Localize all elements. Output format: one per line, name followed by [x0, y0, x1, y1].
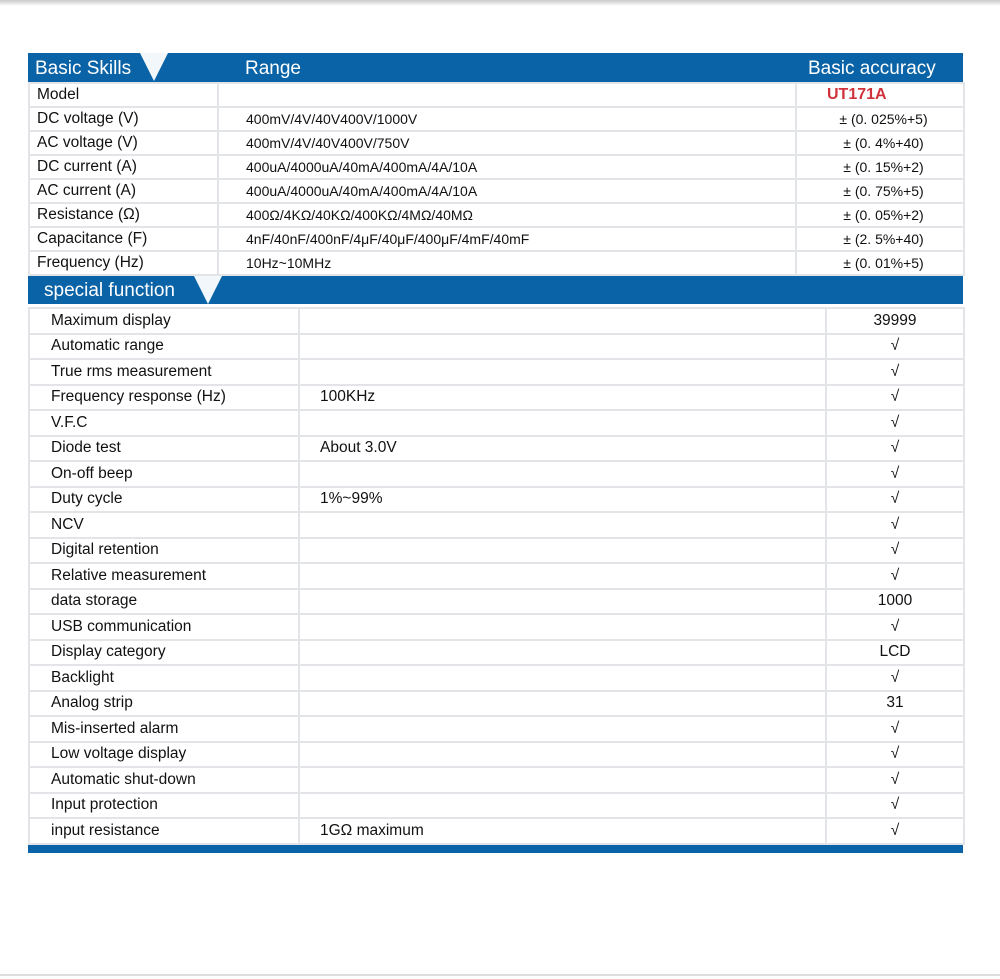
feature-value: √ [826, 665, 964, 691]
feature-value: √ [826, 614, 964, 640]
feature-value: √ [826, 742, 964, 768]
feature-name: USB communication [29, 614, 299, 640]
feature-name: Diode test [29, 436, 299, 462]
range-value: 400uA/4000uA/40mA/400mA/4A/10A [218, 179, 796, 203]
feature-name: input resistance [29, 818, 299, 844]
feature-name: Display category [29, 640, 299, 666]
feature-name: Automatic shut-down [29, 767, 299, 793]
feature-value: √ [826, 461, 964, 487]
feature-detail [299, 589, 826, 615]
spec-table [28, 53, 963, 853]
feature-value: √ [826, 716, 964, 742]
feature-detail [299, 359, 826, 385]
accuracy-value: ± (0. 75%+5) [796, 179, 964, 203]
function-name: DC current (A) [29, 155, 218, 179]
feature-value: √ [826, 487, 964, 513]
feature-detail [299, 691, 826, 717]
feature-value: √ [826, 334, 964, 360]
feature-value: 1000 [826, 589, 964, 615]
header-range: Range [245, 58, 301, 79]
special-row [29, 487, 964, 513]
special-header [28, 276, 963, 304]
feature-detail [299, 410, 826, 436]
feature-detail [299, 665, 826, 691]
feature-name: Relative measurement [29, 563, 299, 589]
header-basic-skills: Basic Skills [35, 58, 132, 79]
feature-value: √ [826, 767, 964, 793]
special-row [29, 691, 964, 717]
special-row [29, 793, 964, 819]
basic-row [29, 155, 964, 179]
special-row [29, 334, 964, 360]
header-notch [194, 276, 222, 304]
feature-detail [299, 334, 826, 360]
special-row [29, 512, 964, 538]
basic-table [28, 82, 965, 276]
special-table [28, 307, 965, 845]
special-row [29, 538, 964, 564]
range-value: 10Hz~10MHz [218, 251, 796, 275]
feature-value: 39999 [826, 308, 964, 334]
feature-value: √ [826, 563, 964, 589]
basic-row [29, 203, 964, 227]
bottom-divider [0, 974, 1000, 976]
special-row [29, 742, 964, 768]
feature-value: √ [826, 538, 964, 564]
feature-name: data storage [29, 589, 299, 615]
function-name: DC voltage (V) [29, 107, 218, 131]
feature-name: Maximum display [29, 308, 299, 334]
feature-detail: 100KHz [299, 385, 826, 411]
special-row [29, 614, 964, 640]
feature-detail [299, 563, 826, 589]
feature-detail [299, 461, 826, 487]
accuracy-value: ± (0. 01%+5) [796, 251, 964, 275]
special-row [29, 461, 964, 487]
feature-value: √ [826, 818, 964, 844]
feature-value: √ [826, 359, 964, 385]
feature-name: Automatic range [29, 334, 299, 360]
basic-row [29, 131, 964, 155]
feature-detail: 1%~99% [299, 487, 826, 513]
feature-detail: About 3.0V [299, 436, 826, 462]
range-value: 400Ω/4KΩ/40KΩ/400KΩ/4MΩ/40MΩ [218, 203, 796, 227]
feature-name: Input protection [29, 793, 299, 819]
special-row [29, 563, 964, 589]
feature-name: Low voltage display [29, 742, 299, 768]
feature-name: Analog strip [29, 691, 299, 717]
feature-name: Duty cycle [29, 487, 299, 513]
special-row [29, 589, 964, 615]
feature-name: True rms measurement [29, 359, 299, 385]
basic-row [29, 251, 964, 275]
special-row [29, 716, 964, 742]
header-notch [140, 53, 168, 81]
feature-detail [299, 640, 826, 666]
feature-detail [299, 716, 826, 742]
special-row [29, 767, 964, 793]
special-row [29, 818, 964, 844]
feature-detail [299, 614, 826, 640]
special-row [29, 410, 964, 436]
feature-value: √ [826, 512, 964, 538]
feature-value: 31 [826, 691, 964, 717]
range-value: 400mV/4V/40V400V/1000V [218, 107, 796, 131]
accuracy-value: ± (2. 5%+40) [796, 227, 964, 251]
special-row [29, 359, 964, 385]
feature-value: √ [826, 436, 964, 462]
feature-name: Frequency response (Hz) [29, 385, 299, 411]
feature-detail [299, 793, 826, 819]
range-value: 4nF/40nF/400nF/4μF/40μF/400μF/4mF/40mF [218, 227, 796, 251]
function-name: Resistance (Ω) [29, 203, 218, 227]
accuracy-value: ± (0. 05%+2) [796, 203, 964, 227]
special-row [29, 665, 964, 691]
feature-name: On-off beep [29, 461, 299, 487]
function-name: AC voltage (V) [29, 131, 218, 155]
basic-row [29, 227, 964, 251]
special-title: special function [44, 280, 175, 301]
feature-value: LCD [826, 640, 964, 666]
feature-name: Digital retention [29, 538, 299, 564]
model-value: UT171A [796, 83, 964, 107]
top-divider [0, 0, 1000, 6]
special-row [29, 640, 964, 666]
model-row [29, 83, 964, 107]
range-value: 400mV/4V/40V400V/750V [218, 131, 796, 155]
feature-detail [299, 538, 826, 564]
feature-value: √ [826, 793, 964, 819]
bottom-bar [28, 845, 963, 853]
basic-row [29, 179, 964, 203]
basic-header [28, 53, 963, 82]
feature-name: NCV [29, 512, 299, 538]
feature-name: Mis-inserted alarm [29, 716, 299, 742]
special-row [29, 436, 964, 462]
range-value: 400uA/4000uA/40mA/400mA/4A/10A [218, 155, 796, 179]
feature-detail [299, 767, 826, 793]
feature-detail [299, 512, 826, 538]
accuracy-value: ± (0. 4%+40) [796, 131, 964, 155]
function-name: Frequency (Hz) [29, 251, 218, 275]
empty-cell [218, 83, 796, 107]
feature-detail [299, 308, 826, 334]
special-row [29, 385, 964, 411]
accuracy-value: ± (0. 025%+5) [796, 107, 964, 131]
function-name: AC current (A) [29, 179, 218, 203]
header-accuracy: Basic accuracy [808, 58, 936, 79]
function-name: Capacitance (F) [29, 227, 218, 251]
feature-name: V.F.C [29, 410, 299, 436]
feature-value: √ [826, 385, 964, 411]
special-row [29, 308, 964, 334]
feature-name: Backlight [29, 665, 299, 691]
basic-row [29, 107, 964, 131]
model-label: Model [29, 83, 218, 107]
feature-value: √ [826, 410, 964, 436]
accuracy-value: ± (0. 15%+2) [796, 155, 964, 179]
feature-detail: 1GΩ maximum [299, 818, 826, 844]
feature-detail [299, 742, 826, 768]
